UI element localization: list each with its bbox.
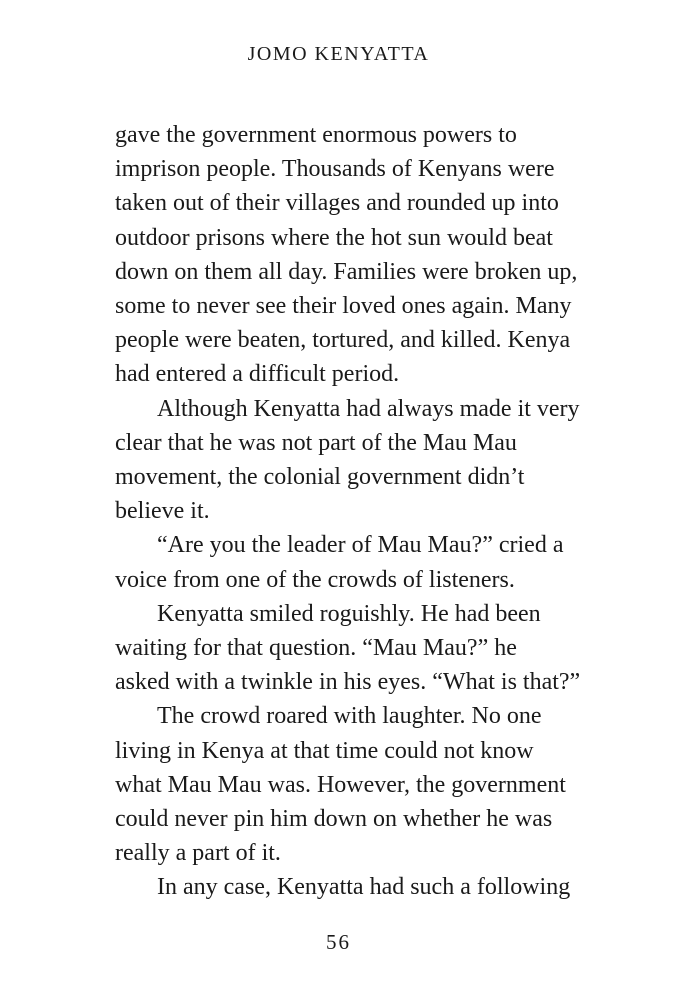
text-line: asked with a twinkle in his eyes. “What is that?” — [115, 669, 581, 696]
paragraph-start-line: Although Kenyatta had always made it very — [157, 395, 580, 422]
text-line: had entered a difficult period. — [115, 361, 400, 388]
text-line: down on them all day. Families were broken up, — [115, 258, 578, 285]
text-line: voice from one of the crowds of listeners. — [115, 566, 515, 593]
text-line: really a part of it. — [115, 840, 281, 867]
text-line: outdoor prisons where the hot sun would beat — [115, 224, 553, 251]
paragraph-start-line: The crowd roared with laughter. No one — [157, 703, 542, 730]
text-line: people were beaten, tortured, and killed. Kenya — [115, 327, 571, 354]
running-head-title: JOMO KENYATTA — [247, 43, 430, 65]
page-number: 56 — [326, 930, 351, 954]
text-line: clear that he was not part of the Mau Mau — [115, 429, 517, 456]
text-line: imprison people. Thousands of Kenyans were — [115, 156, 555, 183]
text-line: some to never see their loved ones again. Many — [115, 293, 572, 320]
paragraph-start-line: In any case, Kenyatta had such a following — [157, 874, 571, 901]
text-line: taken out of their villages and rounded up into — [115, 190, 559, 217]
text-line: what Mau Mau was. However, the government — [115, 771, 566, 798]
text-line: gave the government enormous powers to — [115, 122, 517, 148]
text-line: waiting for that question. “Mau Mau?” he — [115, 635, 517, 662]
paragraph-start-line: Kenyatta smiled roguishly. He had been — [157, 600, 541, 627]
text-line: believe it. — [115, 498, 210, 525]
paragraph-start-line: “Are you the leader of Mau Mau?” cried a — [157, 532, 564, 559]
text-line: could never pin him down on whether he was — [115, 806, 553, 833]
text-line: living in Kenya at that time could not know — [115, 737, 534, 764]
text-line: movement, the colonial government didn’t — [115, 464, 525, 491]
body-text — [115, 118, 605, 905]
